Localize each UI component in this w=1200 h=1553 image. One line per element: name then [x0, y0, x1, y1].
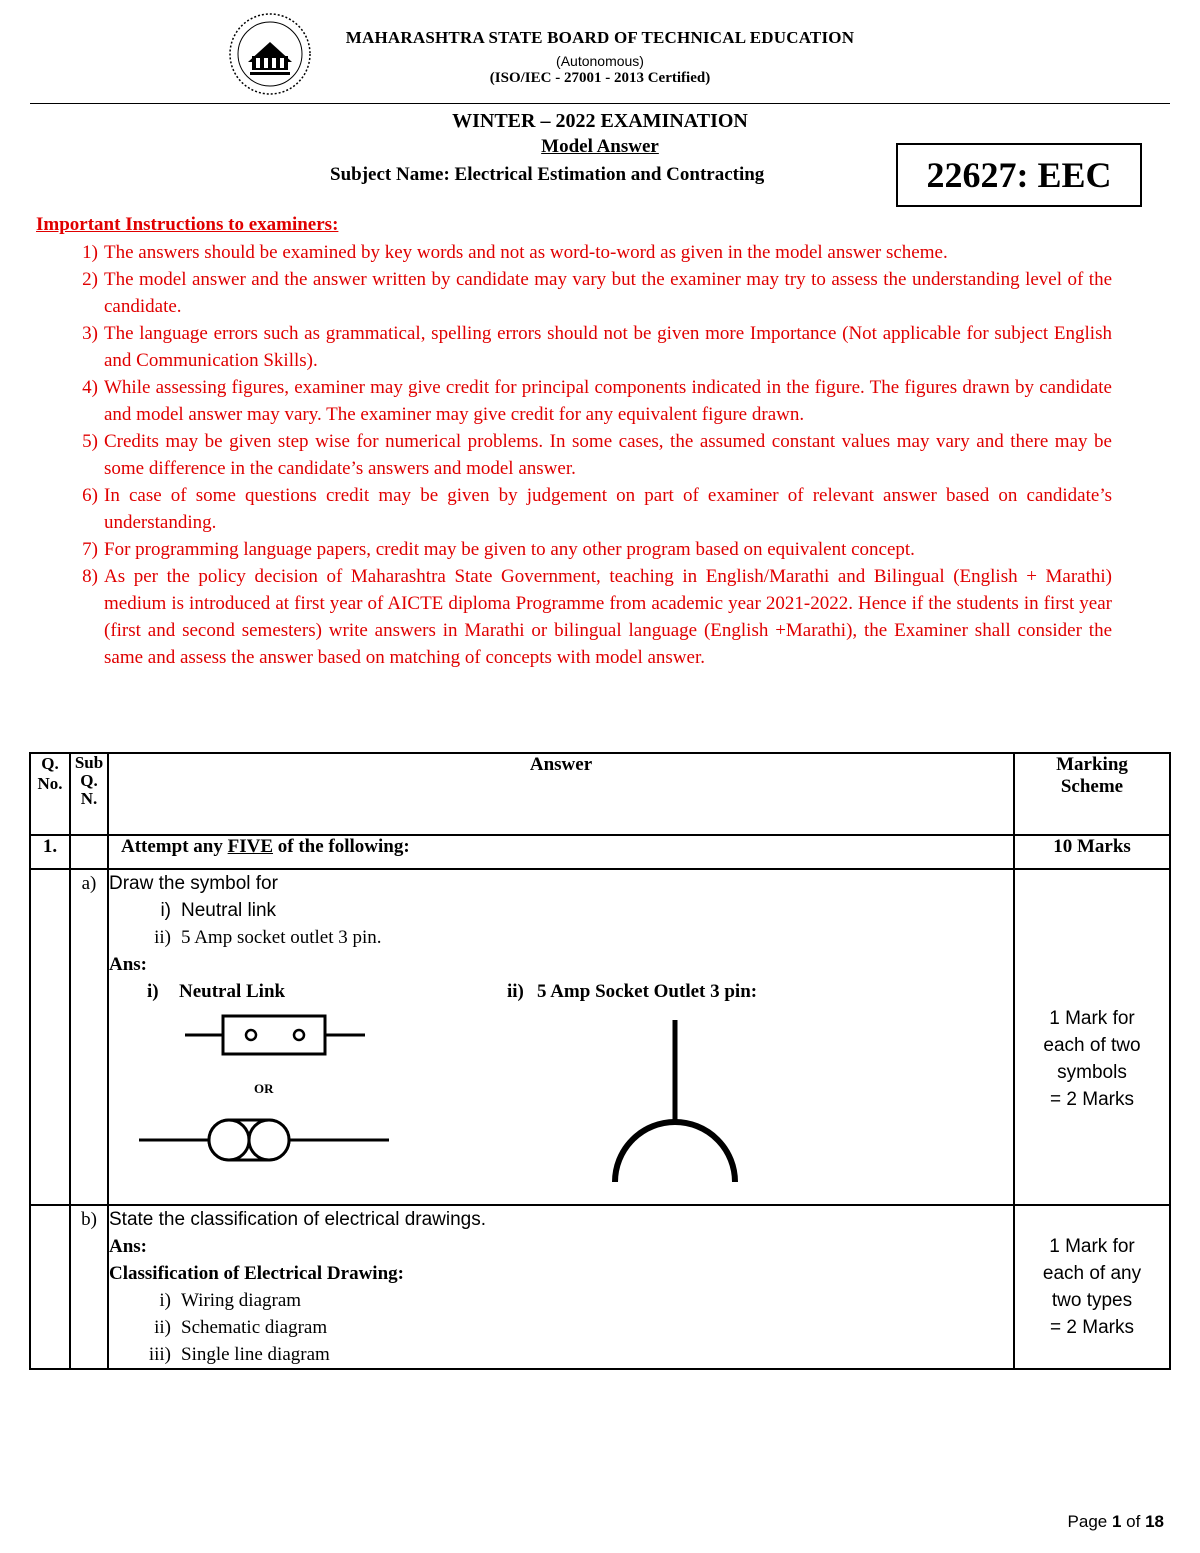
instructions-list: [36, 239, 1112, 671]
instruction-item: 5) Credits may be given step wise for numerical problems. In some cases, the assumed constant values may vary and there may be some difference in the candidate’s answers and model answer.: [82, 431, 1112, 479]
sub-question-label: b): [70, 1205, 108, 1369]
marking-cell: 1 Mark for each of any two types = 2 Marks: [1014, 1205, 1170, 1369]
question-number: 1.: [30, 835, 70, 869]
answer-cell: [108, 869, 1014, 1205]
subject-name: Subject Name: Electrical Estimation and Contracting: [330, 164, 765, 185]
neutral-link-alt-symbol: [109, 1110, 409, 1170]
fig1-title: Neutral Link: [179, 981, 286, 1002]
sub-question-label: a): [70, 869, 108, 1205]
neutral-link-symbol: [129, 1012, 409, 1072]
ans-label: Ans:: [109, 954, 148, 975]
list-item: ii) Schematic diagram: [154, 1317, 328, 1338]
exam-title: WINTER – 2022 EXAMINATION: [452, 110, 748, 132]
list-item: iii) Single line diagram: [148, 1344, 330, 1365]
answer-cell: [108, 1205, 1014, 1369]
autonomous-label: (Autonomous): [556, 53, 644, 69]
instruction-item: 8) As per the policy decision of Maharashtra State Government, teaching in English/Marathi and Bilingual (English + Marathi) medium is introduced at first year of AICTE diploma Programme from academic year 2021-2022. Hence if the students in first year (first and second semesters) write answers in Marathi or bilingual language (English +Marathi), the Examiner shall consider the same and assess the answer based on matching of concepts with model answer.: [82, 566, 1112, 668]
page-number: Page 1 of 18: [1067, 1512, 1164, 1531]
question-text: State the classification of electrical drawings.: [109, 1209, 487, 1230]
q-no-header: Q. No.: [30, 753, 70, 835]
subject-code-box: 22627: EEC: [896, 143, 1142, 207]
instructions-title: Important Instructions to examiners:: [36, 214, 339, 235]
table-row: [30, 869, 1170, 1205]
table-header-row: [30, 753, 1170, 835]
answer-table: [29, 752, 1171, 1370]
answer-header: Answer: [108, 753, 1014, 835]
instruction-item: 4) While assessing figures, examiner may give credit for principal components indicated in the figure. The figures drawn by candidate and model answer may vary. The examiner may give credit for any equivalent figure drawn.: [82, 377, 1112, 425]
question-text: Draw the symbol for: [109, 873, 278, 894]
table-row: [30, 835, 1170, 869]
instruction-item: 6) In case of some questions credit may be given by judgement on part of examiner of relevant answer based on candidate’s understanding.: [82, 485, 1112, 533]
marking-cell: 1 Mark for each of two symbols = 2 Marks: [1014, 869, 1170, 1205]
table-row: [30, 1205, 1170, 1369]
instruction-item: 2) The model answer and the answer written by candidate may vary but the examiner may try to assess the understanding level of the candidate.: [82, 269, 1112, 317]
instruction-item: 3) The language errors such as grammatical, spelling errors should not be given more Importance (Not applicable for subject English and Communication Skills).: [82, 323, 1112, 371]
header-divider: [30, 103, 1170, 104]
or-label: OR: [254, 1081, 274, 1096]
question-heading: Attempt any FIVE of the following:: [108, 835, 1014, 869]
list-item: i) Neutral link: [160, 900, 277, 921]
board-name: MAHARASHTRA STATE BOARD OF TECHNICAL EDUCATION: [345, 28, 855, 47]
model-answer-title: Model Answer: [541, 136, 659, 157]
instruction-item: 7) For programming language papers, credit may be given to any other program based on equivalent concept.: [82, 539, 915, 560]
sub-q-header: Sub Q. N.: [70, 753, 108, 835]
list-item: i) Wiring diagram: [159, 1290, 302, 1311]
certification-label: (ISO/IEC - 27001 - 2013 Certified): [489, 70, 711, 86]
socket-outlet-symbol: [589, 1012, 749, 1202]
figure-titles: i) Neutral Link ii) 5 Amp Socket Outlet 3 pin:: [109, 978, 1013, 1005]
classification-heading: Classification of Electrical Drawing:: [109, 1263, 404, 1284]
list-item: ii) 5 Amp socket outlet 3 pin.: [154, 927, 382, 948]
question-marks: 10 Marks: [1014, 835, 1170, 869]
ans-label: Ans:: [109, 1236, 148, 1257]
marking-scheme-header: Marking Scheme: [1014, 753, 1170, 835]
fig2-title: 5 Amp Socket Outlet 3 pin:: [537, 981, 758, 1002]
instruction-item: 1) The answers should be examined by key words and not as word-to-word as given in the model answer scheme.: [82, 242, 948, 263]
